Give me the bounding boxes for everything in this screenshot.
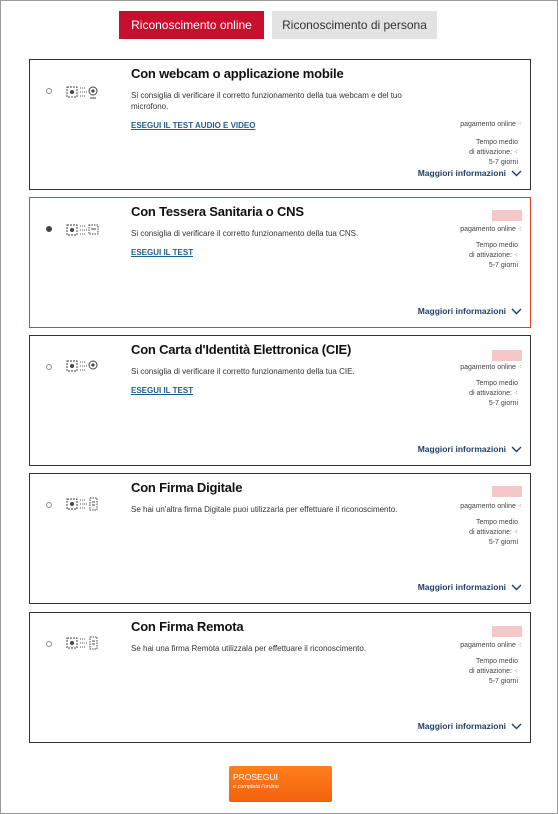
more-info-label: Maggiori informazioni — [417, 582, 506, 592]
card-title: Con webcam o applicazione mobile — [131, 66, 344, 81]
time-label-2: di attivazione: ⁖ — [469, 390, 518, 397]
radio-button[interactable] — [46, 364, 52, 370]
dots-icon: ⁖ — [513, 390, 518, 397]
option-card-webcam[interactable] — [29, 59, 531, 190]
payment-text: pagamento online — [460, 226, 516, 233]
time-value: 5-7 giorni — [488, 262, 518, 269]
chevron-down-icon — [511, 308, 522, 315]
price-badge — [492, 626, 522, 637]
dots-icon: ⁖ — [513, 668, 518, 675]
card-title: Con Firma Remota — [131, 619, 244, 634]
chevron-down-icon — [511, 170, 522, 177]
option-card-cns[interactable] — [29, 197, 531, 328]
radio-button[interactable] — [46, 88, 52, 94]
time-label: Tempo medio — [475, 658, 518, 665]
proceed-sublabel: e completa l'ordine — [233, 784, 279, 790]
dots-icon: ⁖ — [513, 252, 518, 259]
option-card-remote-signature[interactable] — [29, 612, 531, 743]
more-info-link[interactable] — [418, 168, 522, 178]
activation-time — [469, 241, 518, 271]
tab-in-person[interactable]: Riconoscimento di persona — [272, 11, 437, 39]
time-label-2: di attivazione: ⁖ — [469, 252, 518, 259]
chevron-down-icon — [511, 723, 522, 730]
payment-label — [460, 120, 522, 128]
dots-icon: ⁖ — [517, 121, 522, 128]
activation-time — [469, 138, 518, 168]
more-info-link[interactable] — [418, 306, 522, 316]
dots-icon: ⁖ — [513, 149, 518, 156]
activation-time — [469, 518, 518, 548]
activation-time — [469, 379, 518, 409]
payment-label — [460, 641, 522, 649]
webcam-icon — [64, 82, 100, 104]
payment-label — [460, 225, 522, 233]
card-title: Con Firma Digitale — [131, 480, 243, 495]
payment-label — [460, 363, 522, 371]
more-info-label: Maggiori informazioni — [417, 721, 506, 731]
chevron-down-icon — [511, 584, 522, 591]
radio-button[interactable] — [46, 641, 52, 647]
activation-time — [469, 657, 518, 687]
more-info-link[interactable] — [418, 444, 522, 454]
dots-icon: ⁖ — [517, 503, 522, 510]
card-description: Si consiglia di verificare il corretto funzionamento della tua webcam e del tuo microfono. — [131, 91, 402, 111]
chevron-down-icon — [511, 446, 522, 453]
time-value: 5-7 giorni — [488, 539, 518, 546]
card-description: Se hai una firma Remota utilizzala per effettuare il riconoscimento. — [131, 644, 367, 653]
test-link[interactable]: ESEGUI IL TEST — [131, 386, 194, 395]
time-label-2: di attivazione: ⁖ — [469, 668, 518, 675]
time-label-2: di attivazione: ⁖ — [469, 149, 518, 156]
dots-icon: ⁖ — [517, 226, 522, 233]
card-description: Si consiglia di verificare il corretto funzionamento della tua CIE. — [131, 367, 355, 376]
more-info-label: Maggiori informazioni — [417, 444, 506, 454]
id-card-icon — [64, 356, 100, 378]
more-info-label: Maggiori informazioni — [417, 168, 506, 178]
payment-label — [460, 502, 522, 510]
more-info-link[interactable] — [418, 582, 522, 592]
card-title: Con Tessera Sanitaria o CNS — [131, 204, 304, 219]
radio-button[interactable] — [46, 502, 52, 508]
payment-text: pagamento online — [460, 364, 516, 371]
card-title: Con Carta d'Identità Elettronica (CIE) — [131, 342, 352, 357]
option-card-cie[interactable] — [29, 335, 531, 466]
dots-icon: ⁖ — [517, 642, 522, 649]
recognition-tabs — [119, 11, 437, 39]
time-label: Tempo medio — [475, 139, 518, 146]
time-label: Tempo medio — [475, 242, 518, 249]
card-description: Si consiglia di verificare il corretto funzionamento della tua CNS. — [131, 229, 359, 238]
remote-signature-icon — [64, 633, 100, 655]
dots-icon: ⁖ — [513, 529, 518, 536]
more-info-label: Maggiori informazioni — [417, 306, 506, 316]
time-value: 5-7 giorni — [488, 678, 518, 685]
card-description: Se hai un'altra firma Digitale puoi utilizzarla per effettuare il riconoscimento. — [131, 505, 398, 514]
dots-icon: ⁖ — [517, 364, 522, 371]
digital-signature-icon — [64, 494, 100, 516]
time-label: Tempo medio — [475, 380, 518, 387]
time-value: 5-7 giorni — [488, 400, 518, 407]
health-card-icon — [64, 220, 100, 242]
time-label-2: di attivazione: ⁖ — [469, 529, 518, 536]
payment-text: pagamento online — [460, 642, 516, 649]
test-link[interactable]: ESEGUI IL TEST — [131, 248, 194, 257]
time-label: Tempo medio — [475, 519, 518, 526]
tab-online[interactable]: Riconoscimento online — [119, 11, 264, 39]
proceed-button[interactable] — [229, 766, 332, 802]
price-badge — [492, 486, 522, 497]
payment-text: pagamento online — [460, 121, 516, 128]
payment-text: pagamento online — [460, 503, 516, 510]
price-badge — [492, 350, 522, 361]
price-badge — [492, 210, 522, 221]
option-card-digital-signature[interactable] — [29, 473, 531, 604]
more-info-link[interactable] — [418, 721, 522, 731]
radio-button-selected[interactable] — [46, 226, 52, 232]
test-audio-video-link[interactable]: ESEGUI IL TEST AUDIO E VIDEO — [131, 121, 256, 130]
time-value: 5-7 giorni — [488, 159, 518, 166]
proceed-label: PROSEGUI — [233, 772, 278, 782]
